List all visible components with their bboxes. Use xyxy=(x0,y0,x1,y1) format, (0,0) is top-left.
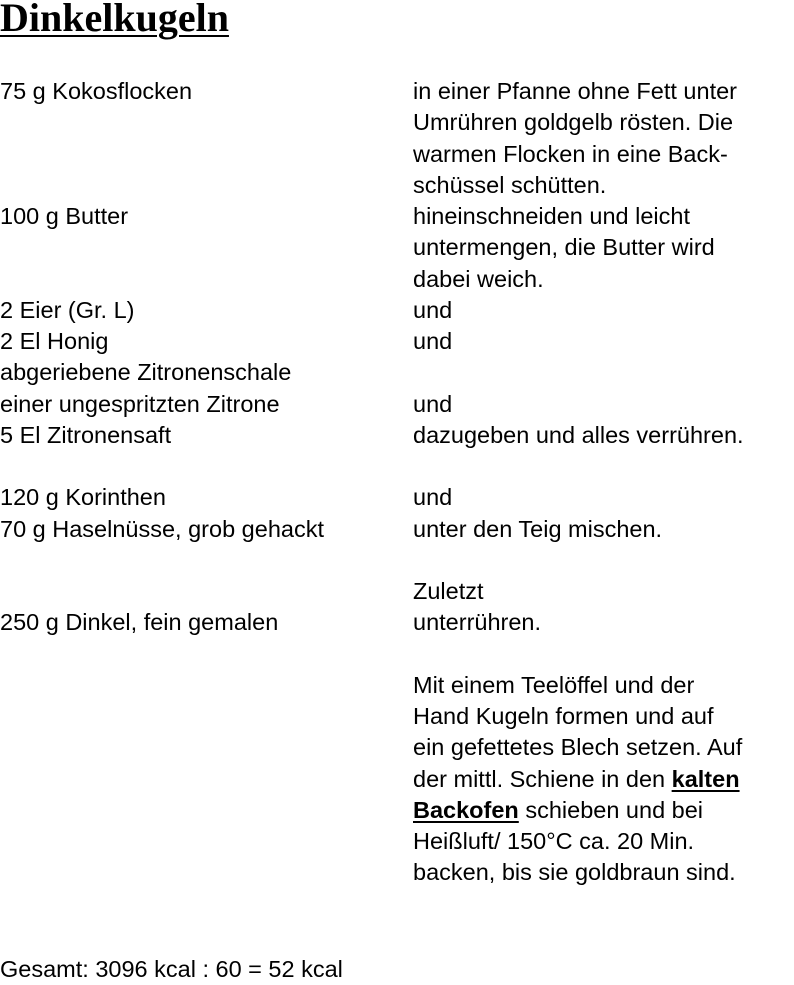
instruction-line: Mit einem Teelöffel und der xyxy=(413,672,695,698)
instruction-line: unterrühren. xyxy=(413,609,542,635)
instruction-line: backen, bis sie goldbraun sind. xyxy=(413,859,736,885)
emphasis-backofen: Backofen xyxy=(413,797,519,823)
ingredient-dinkel: 250 g Dinkel, fein gemalen xyxy=(0,609,279,635)
ingredient-eier: 2 Eier (Gr. L) xyxy=(0,297,135,323)
instruction-line: in einer Pfanne ohne Fett unter xyxy=(413,78,737,104)
instruction-line: Umrühren goldgelb rösten. Die xyxy=(413,109,734,135)
instruction-line: ein gefettetes Blech setzen. Auf xyxy=(413,734,743,760)
instruction-line: dazugeben und alles verrühren. xyxy=(413,422,744,448)
ingredient-korinthen: 120 g Korinthen xyxy=(0,484,166,510)
instruction-line: und xyxy=(413,297,453,323)
ingredient-butter: 100 g Butter xyxy=(0,203,129,229)
ingredient-zitronensaft: 5 El Zitronensaft xyxy=(0,422,172,448)
instruction-line xyxy=(413,795,703,826)
ingredient-zitrone: einer ungespritzten Zitrone xyxy=(0,391,280,417)
ingredient-honig: 2 El Honig xyxy=(0,328,109,354)
instruction-line: und xyxy=(413,391,453,417)
instruction-text: schieben und bei xyxy=(525,797,704,823)
ingredient-kokosflocken: 75 g Kokosflocken xyxy=(0,78,193,104)
instruction-line xyxy=(413,764,740,795)
instruction-line: warmen Flocken in eine Back- xyxy=(413,141,728,167)
instruction-line: schüssel schütten. xyxy=(413,172,607,198)
instruction-line: Zuletzt xyxy=(413,578,484,604)
instruction-line: hineinschneiden und leicht xyxy=(413,203,690,229)
ingredient-haselnuesse: 70 g Haselnüsse, grob gehackt xyxy=(0,516,324,542)
calorie-summary: Gesamt: 3096 kcal : 60 = 52 kcal xyxy=(0,956,343,982)
instruction-line: untermengen, die Butter wird xyxy=(413,234,715,260)
recipe-title: Dinkelkugeln xyxy=(0,0,229,40)
instruction-line: Heißluft/ 150°C ca. 20 Min. xyxy=(413,828,695,854)
instruction-line: Hand Kugeln formen und auf xyxy=(413,703,714,729)
ingredient-zitronenschale: abgeriebene Zitronenschale xyxy=(0,359,292,385)
instruction-line: dabei weich. xyxy=(413,266,544,292)
instruction-text: der mittl. Schiene in den xyxy=(413,766,666,792)
instruction-line: und xyxy=(413,328,453,354)
instruction-line: unter den Teig mischen. xyxy=(413,516,663,542)
emphasis-kalten: kalten xyxy=(671,766,740,792)
instruction-line: und xyxy=(413,484,453,510)
